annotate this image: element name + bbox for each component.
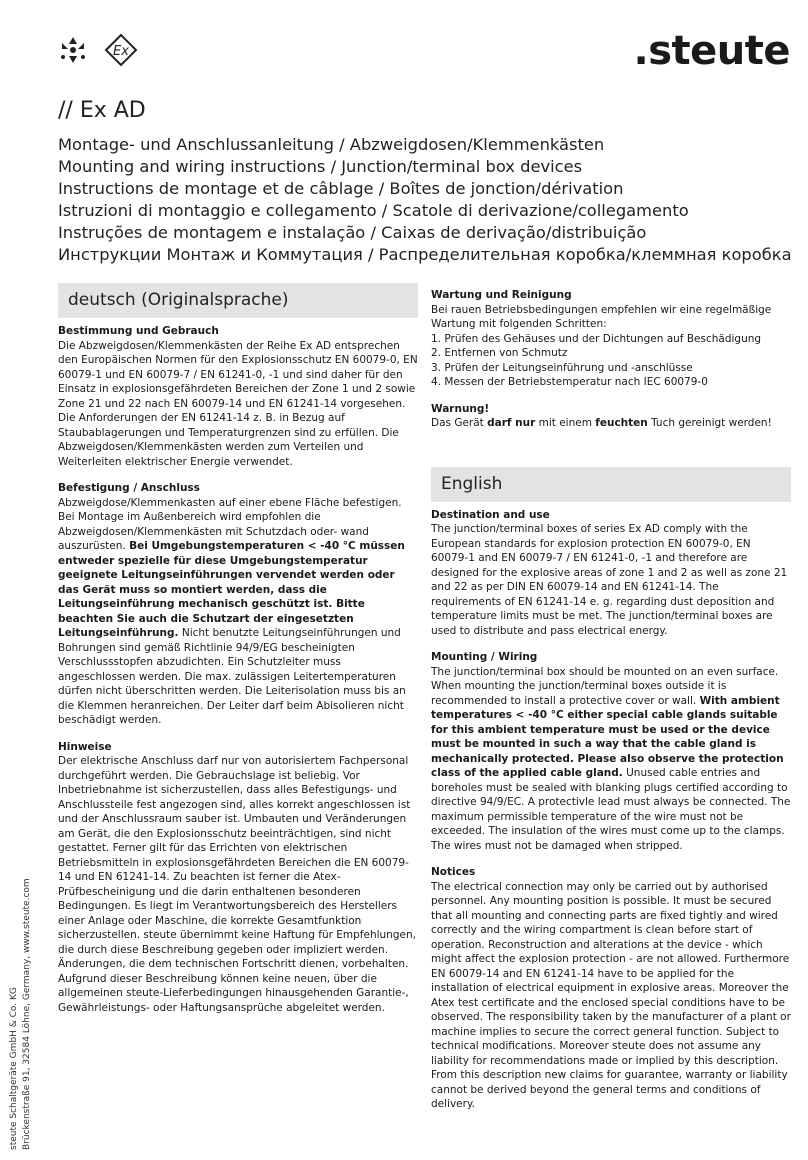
company-name: steute Schaltgeräte GmbH & Co. KG	[9, 987, 19, 1150]
company-address: Brückenstraße 91, 32584 Löhne, Germany, www.steute.com	[22, 878, 32, 1150]
de-warning-text	[431, 416, 791, 431]
en-mounting-text-a: The junction/terminal box should be mounted on an even surface. When mounting the junction/terminal boxes outside it is recommended to install a protective cover or wall.	[431, 665, 779, 707]
de-mounting-title: Befestigung / Anschluss	[58, 482, 200, 494]
right-column	[431, 288, 791, 1112]
brand-logo: .steute	[633, 28, 790, 74]
product-series-title: // Ex AD	[58, 98, 146, 123]
de-warning-title: Warnung!	[431, 402, 490, 415]
svg-text:Ex: Ex	[113, 44, 129, 59]
en-notices-text: The electrical connection may only be carried out by authorised personnel. Any mounting position is possible. It must be secured that all mounting and connecting parts are fixed tightly and wired correctly and the wiring compartment is clean before start of operation. Reconstruction and alterations at the device - which might affect the explosion protection - are not allowed. Furthermore EN 60079-14 and EN 61241-14 have to be applied for the installation of electrical equipment in explosive areas. Moreover the Atex test certificate and the enclosed special conditions have to be observed. The responsibility taken by the manufacturer of a plant or machine implies to secure the correct general function. Subject to technical modifications. Moreover steute does not assume any liability for recommendations made or implied by this description. From this description new claims for guarantee, warranty or liability cannot be derived beyond the general terms and conditions of delivery.	[431, 880, 791, 1110]
list-item: 2. Entfernen von Schmutz	[431, 347, 568, 359]
de-warning-text-e: Tuch gereinigt werden!	[647, 417, 772, 429]
list-item: 1. Prüfen des Gehäuses und der Dichtungen auf Beschädigung	[431, 332, 762, 345]
de-warning-bold-1: darf nur	[487, 417, 536, 429]
title-pt: Instruções de montagem e instalação / Caixas de derivação/distribuição	[58, 223, 647, 242]
en-mounting-text-b: Unused cable entries and boreholes must be sealed with blanking plugs certified according to directive 94/9/EC. A protectivle lead must always be connected. The maximum permissible temperature of the wire must not be exceeded. The insulation of the wires must come up to the clamps. The wires must not be damaged when stripped.	[431, 767, 791, 852]
en-mounting-text	[431, 665, 791, 854]
company-address-sidebar	[8, 878, 34, 1150]
de-destination-title: Bestimmung und Gebrauch	[58, 325, 219, 337]
de-mounting-text-bold: Bei Umgebungstemperaturen < -40 °C müssen entweder spezielle für diese Umgebungstemperatur geeignete Leitungseinführungen vervendet werden oder das Gerät muss so montiert werden, dass die Leitungseinführung mechanisch geschützt ist. Bitte beachten Sie auch die Schutzart der eingesetzten Leitungseinführung.	[58, 540, 405, 639]
title-de: Montage- und Anschlussanleitung / Abzweigdosen/Klemmenkästen	[58, 135, 605, 154]
de-mounting-text-b: Nicht benutzte Leitungseinführungen und Bohrungen sind gemäß Richtlinie 94/9/EG bescheinigten Verschlussstopfen abzudichten. Ein Schutzleiter muss angeschlossen werden. Die max. zulässigen Leitertemperaturen dürfen nicht überschritten werden. Die Leiterisolation muss bis an die Klemmen heranreichen. Der Leiter darf beim Abisolieren nicht beschädigt werden.	[58, 627, 406, 726]
list-item: 3. Prüfen der Leitungseinführung und -anschlüsse	[431, 361, 693, 374]
title-fr: Instructions de montage et de câblage / Boîtes de jonction/dérivation	[58, 179, 624, 198]
de-warning-text-c: mit einem	[535, 417, 596, 429]
section-heading-deutsch: deutsch (Originalsprache)	[58, 283, 418, 318]
title-it: Istruzioni di montaggio e collegamento / Scatole di derivazione/collegamento	[58, 201, 689, 220]
de-warning-bold-2: feuchten	[595, 417, 648, 429]
de-mounting-text-a: Abzweigdose/Klemmenkasten auf einer ebene Fläche befestigen. Bei Montage im Außenbereich wird empfohlen die Abzweigdosen/Klemmenkästen mit Schutzdach oder- wand auszurüsten.	[58, 496, 402, 552]
en-mounting-text-bold: With ambient temperatures < -40 °C either special cable glands suitable for this ambient temperature must be used or the device must be mounted in such a way that the cable gland is mechanically protected. Please also observe the protection class of the applied cable gland.	[431, 694, 784, 779]
de-notices-text: Der elektrische Anschluss darf nur von autorisiertem Fachpersonal durchgeführt werden. Die Gebrauchslage ist beliebig. Vor Inbetriebnahme ist sicherzustellen, dass alles Befestigungs- und Anschlussteile fest angezogen sind, alles korrekt angeschlossen ist und der Anschlussraum sauber ist. Umbauten und Veränderungen am Gerät, die den Explosionsschutz beeinträchtigen, sind nicht gestattet. Ferner gilt für das Errichten von elektrischen Betriebsmitteln in explosionsgefährdeten Bereichen die EN 60079-14 und EN 61241-14. Zu beachten ist ferner die Atex-Prüfbescheinigung und die darin enthaltenen besonderen Bedingungen. Es liegt im Verantwortungsbereich des Herstellers einer Anlage oder Maschine, die korrekte Gesamtfunktion sicherzustellen. steute übernimmt keine Haftung für Empfehlungen, die durch diese Beschreibung gegeben oder impliziert werden. Änderungen, die dem technischen Fortschritt dienen, vorbehalten. Aufgrund dieser Beschreibung können keine neuen, über die allgemeinen steute-Lieferbedingungen hinausgehenden Garantie-, Gewährleistungs- oder Haftungsansprüche abgeleitet werden.	[58, 755, 416, 1014]
de-maintenance-title: Wartung und Reinigung	[431, 289, 572, 301]
en-mounting-title: Mounting / Wiring	[431, 651, 538, 663]
title-ru: Инструкции Монтаж и Коммутация / Распределительная коробка/клеммная коробка	[58, 245, 792, 264]
de-maintenance-intro: Bei rauen Betriebsbedingungen empfehlen wir eine regelmäßige Wartung mit folgenden Schritten:	[431, 303, 772, 330]
en-notices-title: Notices	[431, 866, 476, 878]
en-destination-text: The junction/terminal boxes of series Ex AD comply with the European standards for explosion protection EN 60079-0, EN 60079-1 and EN 60079-7 / EN 61241-0, -1 and therefore are designed for the explosive areas of zone 1 and 2 as well as zone 21 and 22 as per DIN EN 60079-14 and EN 61241-14. The requirements of EN 61241-14 e. g. regarding dust deposition and temperature limits must be met. The junction/terminal boxes are used to distribute and pass electrical energy.	[431, 523, 788, 637]
list-item: 4. Messen der Betriebstemperatur nach IEC 60079-0	[431, 376, 708, 388]
section-heading-english: English	[431, 467, 791, 502]
title-en: Mounting and wiring instructions / Junction/terminal box devices	[58, 157, 583, 176]
led-symbol-icon	[58, 35, 88, 65]
de-warning-text-a: Das Gerät	[431, 417, 488, 429]
en-destination-title: Destination and use	[431, 508, 550, 521]
multilingual-titles	[58, 134, 798, 266]
header-icons	[58, 34, 138, 66]
de-mounting-text	[58, 496, 418, 728]
de-notices-title: Hinweise	[58, 740, 112, 753]
ex-explosion-protection-icon	[104, 33, 138, 67]
german-section	[58, 283, 418, 1015]
de-destination-text: Die Abzweigdosen/Klemmenkästen der Reihe Ex AD entsprechen den Europäischen Normen für den Explosionsschutz EN 60079-0, EN 60079-1 und EN 60079-7 / EN 61241-0, -1 und sind daher für den Einsatz in explosionsgefährdeten Bereichen der Zone 1 und 2 sowie Zone 21 und 22 nach EN 60079-14 und EN 61241-14 vorgesehen. Die Anforderungen der EN 61241-14 z. B. in Bezug auf Staubablagerungen und Temperaturgrenzen sind zu erfüllen. Die Abzweigdosen/Klemmenkästen werden zum Verteilen und Weiterleiten elektrischer Energie verwendet.	[58, 339, 418, 468]
de-maintenance-steps	[431, 332, 791, 390]
